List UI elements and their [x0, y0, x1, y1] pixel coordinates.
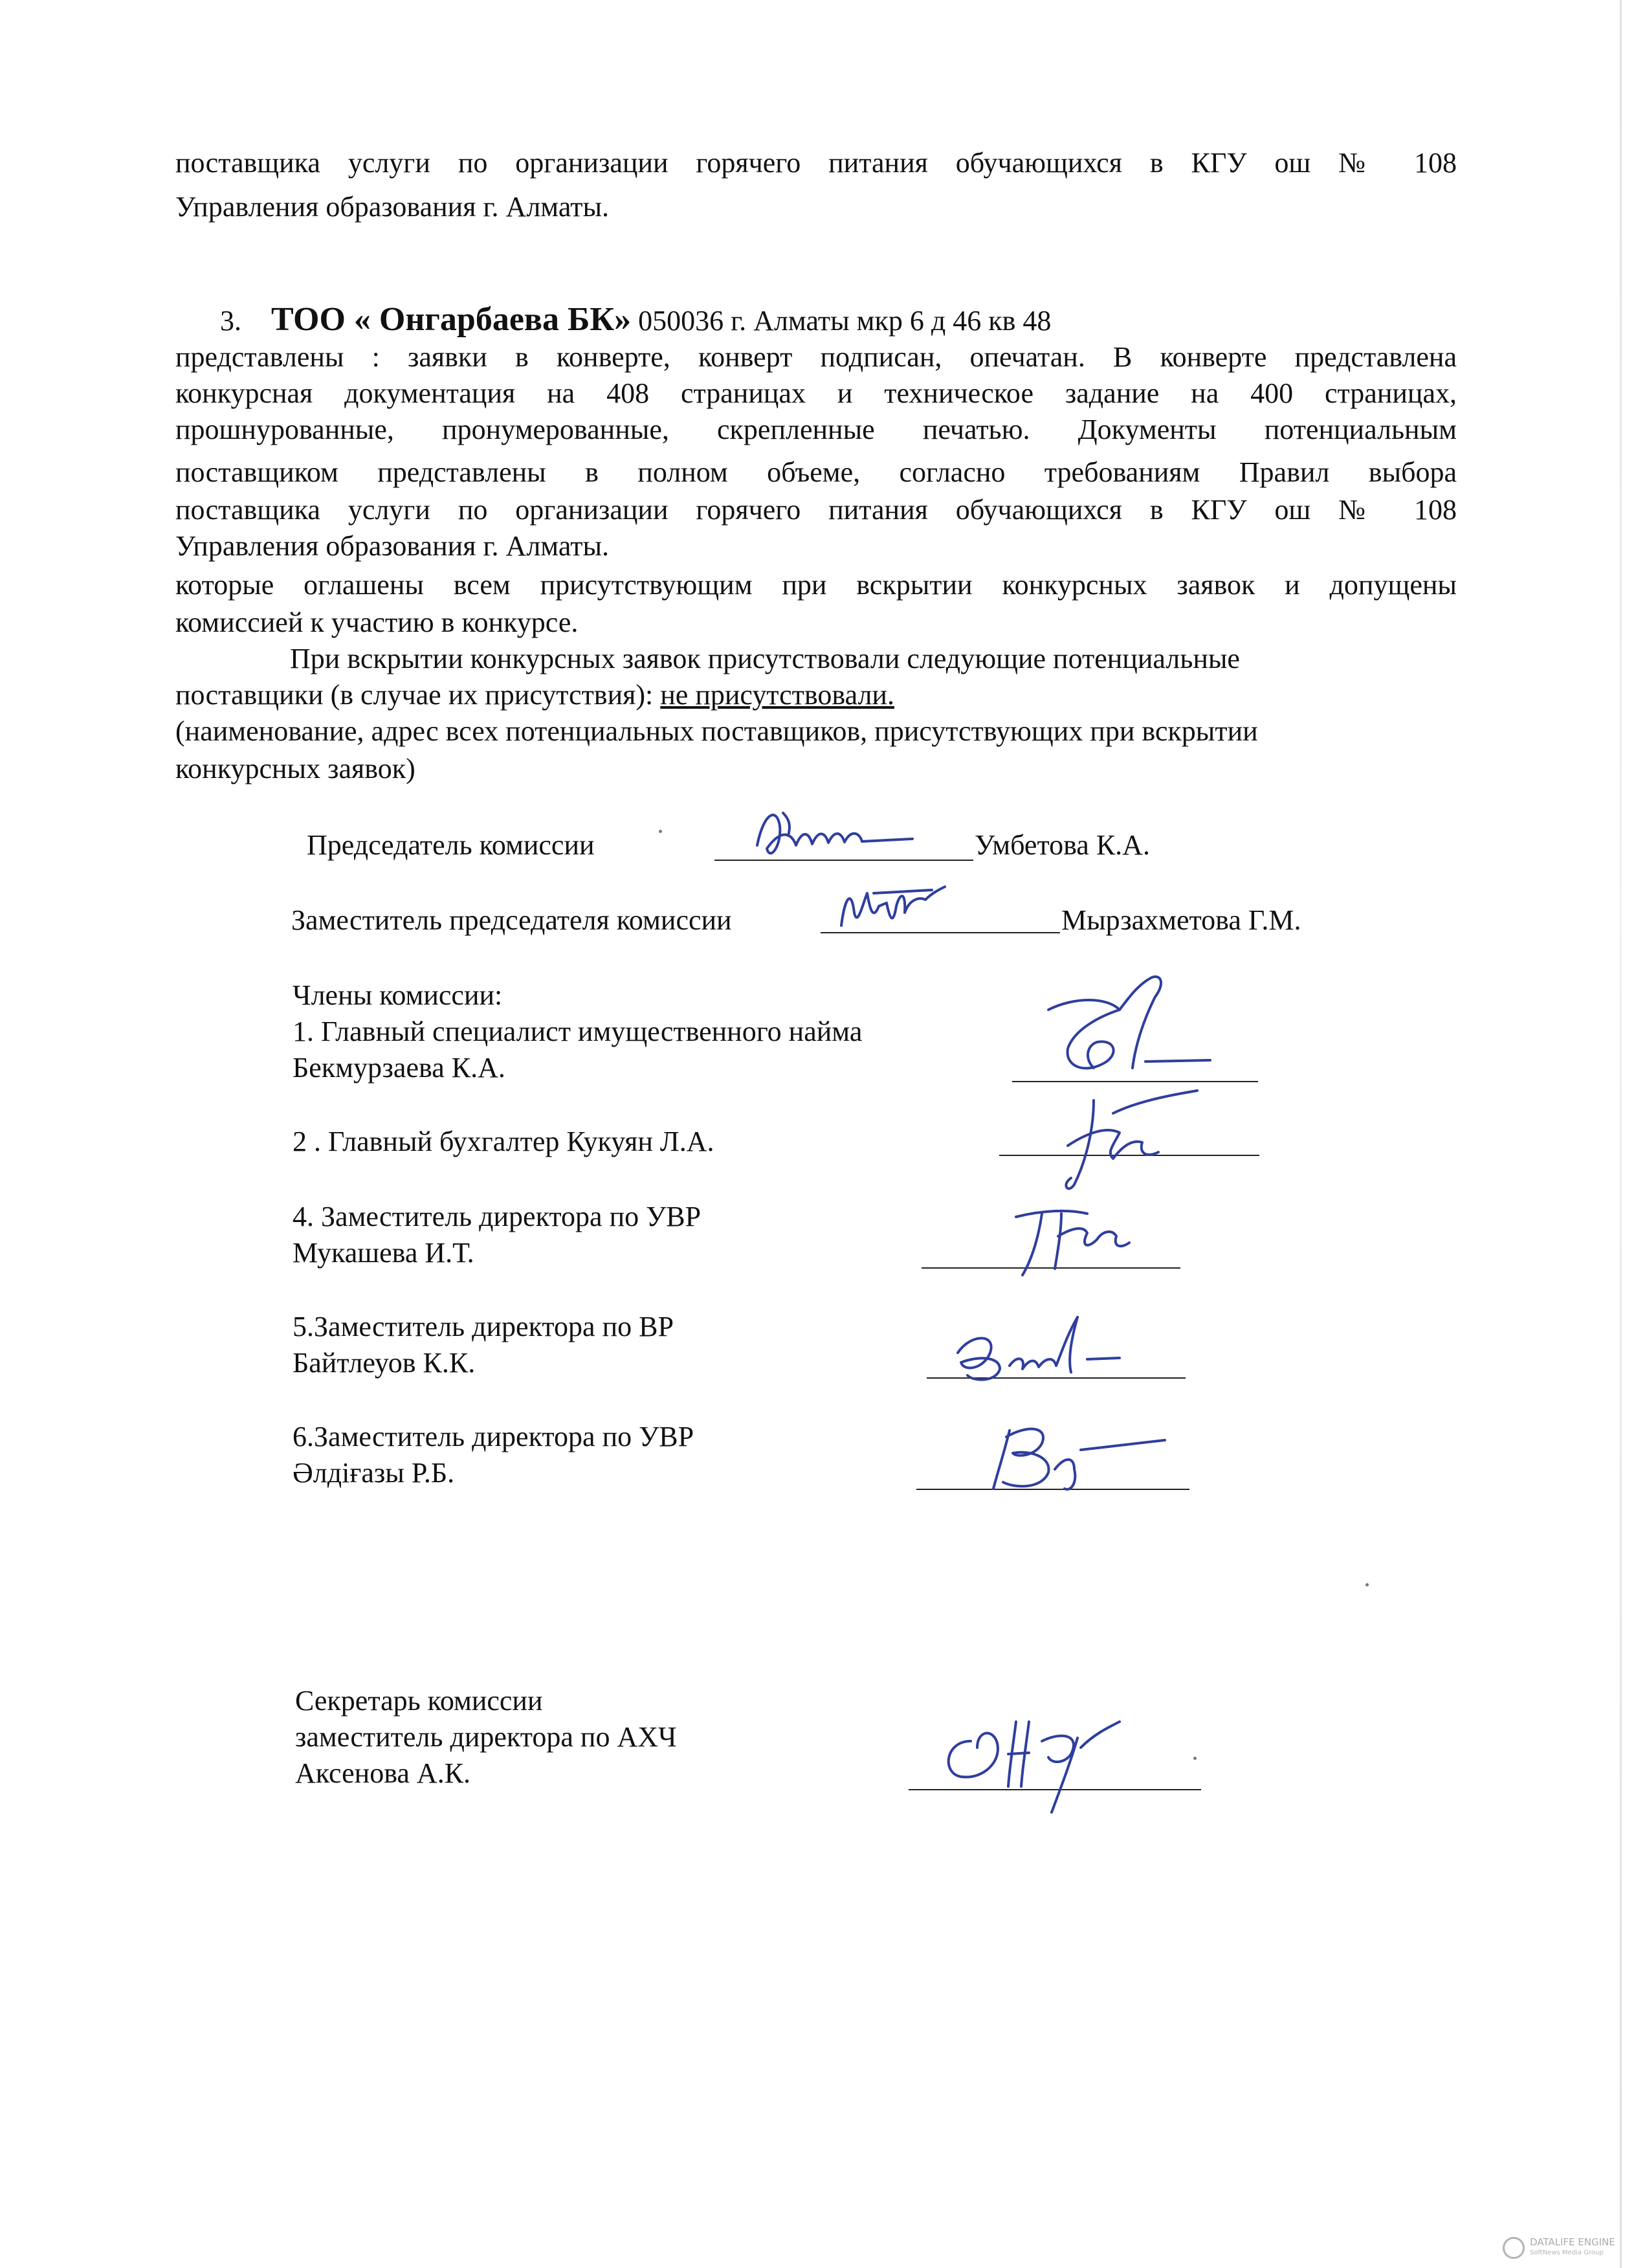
member-6-title: 6.Заместитель директора по УВР: [293, 1421, 694, 1452]
member-5-signature: [938, 1307, 1145, 1392]
scan-edge: [1620, 0, 1622, 2268]
item-3-number: 3.: [220, 305, 241, 337]
chairman-name: Умбетова К.А.: [975, 829, 1150, 861]
deputy-signature: [828, 874, 997, 939]
member-5-name: Байтлеуов К.К.: [293, 1347, 476, 1379]
item-3-line-6: Управления образования г. Алматы.: [175, 530, 610, 562]
watermark-subtext: SoftNews Media Group: [1530, 2249, 1604, 2256]
chairman-signature: [744, 800, 958, 871]
top-paragraph-line-1: поставщика услуги по организации горячего питания обучающихся в КГУ ош № 108: [175, 147, 1457, 179]
member-6-signature: [977, 1411, 1171, 1502]
watermark-text: DATALIFE ENGINE: [1530, 2236, 1615, 2248]
attendance-value: не присутствовали.: [660, 679, 894, 711]
item-3-address: 050036 г. Алматы мкр 6 д 46 кв 48: [638, 305, 1052, 337]
item-3-line-4: поставщиком представлены в полном объеме, согласно требованиям Правил выбора: [175, 456, 1457, 488]
attendance-line-2: [175, 677, 894, 713]
secretary-line-2: заместитель директора по АХЧ: [295, 1721, 677, 1753]
item-3-heading: [220, 302, 1051, 339]
member-5-title: 5.Заместитель директора по ВР: [293, 1311, 674, 1342]
secretary-signature: [932, 1702, 1217, 1819]
attendance-prefix: поставщики (в случае их присутствия):: [175, 679, 654, 711]
announced-line-2: комиссией к участию в конкурсе.: [175, 606, 579, 638]
chairman-title: Председатель комиссии: [307, 829, 595, 861]
item-3-line-1: представлены : заявки в конверте, конверт подписан, опечатан. В конверте представлена: [175, 341, 1457, 373]
attendance-line-1: При вскрытии конкурсных заявок присутствовали следующие потенциальные: [290, 643, 1240, 674]
member-1-name: Бекмурзаева К.А.: [293, 1052, 505, 1084]
attendance-note-line-2: конкурсных заявок): [175, 753, 415, 784]
deputy-name: Мырзахметова Г.М.: [1061, 904, 1301, 936]
scan-dot: [1193, 1757, 1197, 1760]
item-3-company-name: ТОО « Онгарбаева БК»: [271, 301, 632, 338]
scan-dot: [659, 830, 662, 833]
announced-line-1: которые оглашены всем присутствующим при вскрытии конкурсных заявок и допущены: [175, 569, 1457, 601]
members-heading: Члены комиссии:: [293, 979, 503, 1011]
item-3-line-3: прошнурованные, пронумерованные, скрепленные печатью. Документы потенциальным: [175, 414, 1457, 445]
attendance-note-line-1: (наименование, адрес всех потенциальных поставщиков, присутствующих при вскрытии: [175, 715, 1258, 747]
secretary-line-3: Аксенова А.К.: [295, 1757, 471, 1789]
watermark-icon: [1503, 2237, 1525, 2259]
member-4-signature: [997, 1197, 1152, 1282]
item-3-line-5: поставщика услуги по организации горячего питания обучающихся в КГУ ош № 108: [175, 494, 1457, 526]
secretary-line-1: Секретарь комиссии: [295, 1685, 543, 1717]
member-2-signature: [1035, 1087, 1204, 1197]
item-3-line-2: конкурсная документация на 408 страницах и техническое задание на 400 страницах,: [175, 377, 1457, 409]
scan-dot: [1365, 1583, 1369, 1586]
top-paragraph-line-2: Управления образования г. Алматы.: [175, 191, 610, 223]
member-1-signature: [1022, 971, 1230, 1100]
member-6-name: Әлдіғазы Р.Б.: [293, 1457, 455, 1489]
member-2-title: 2 . Главный бухгалтер Кукуян Л.А.: [293, 1126, 714, 1157]
watermark-logo: [1503, 2234, 1632, 2263]
member-4-title: 4. Заместитель директора по УВР: [293, 1201, 702, 1232]
deputy-title: Заместитель председателя комиссии: [291, 904, 732, 936]
member-4-name: Мукашева И.Т.: [293, 1237, 474, 1269]
member-1-title: 1. Главный специалист имущественного найма: [293, 1016, 863, 1047]
